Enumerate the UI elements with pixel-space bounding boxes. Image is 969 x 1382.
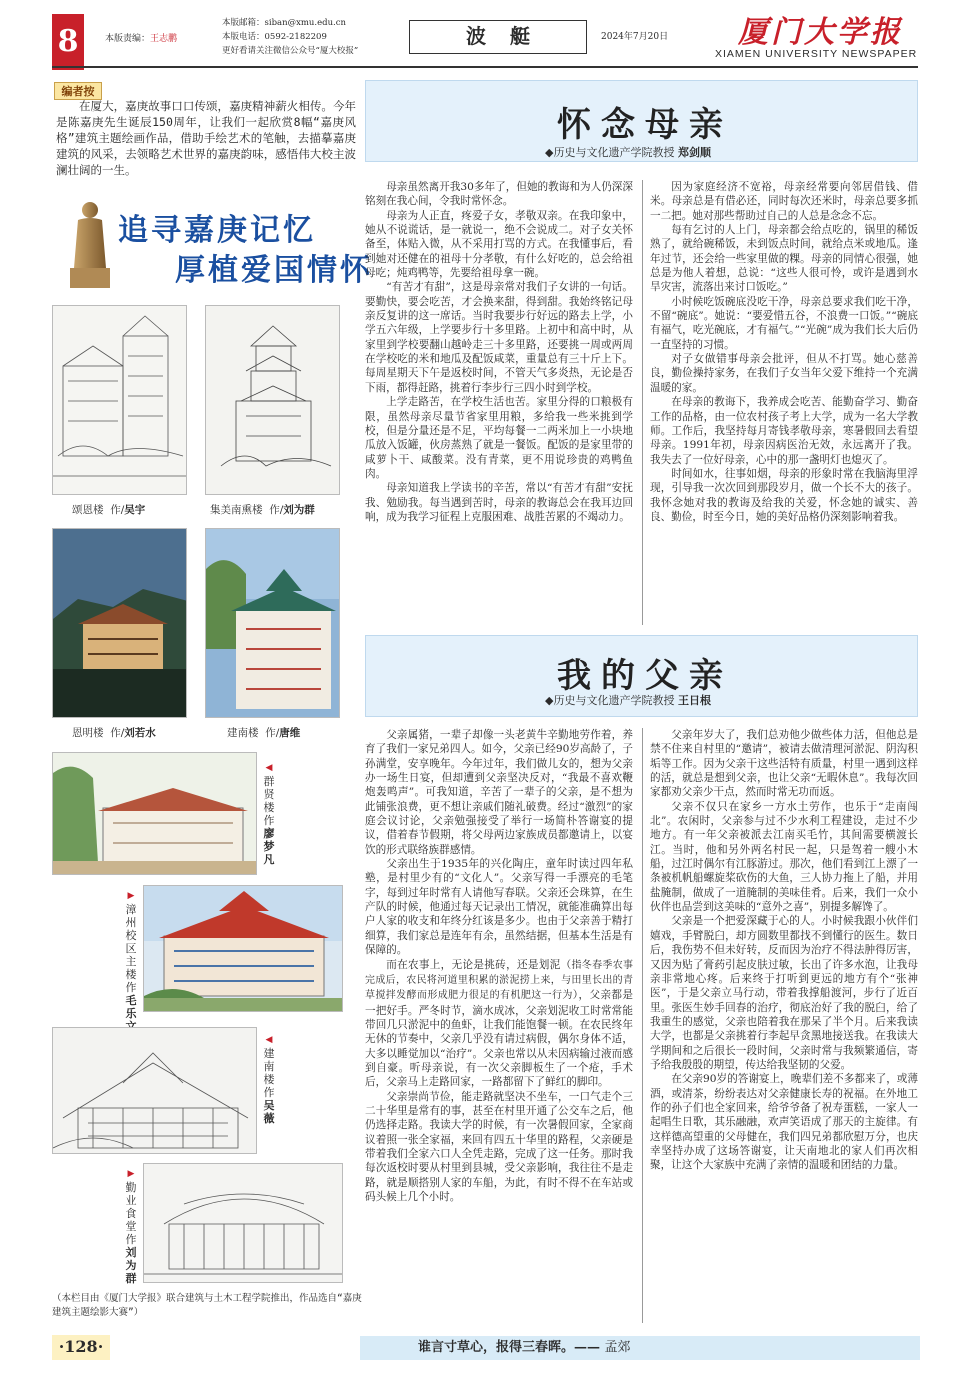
contact-block	[222, 16, 358, 58]
article2-byline	[545, 692, 711, 708]
feature-title-line2: 厚植爱国情怀	[175, 253, 373, 288]
paragraph: 母亲为人正直，疼爱子女，孝敬双亲。在我印象中，她从不说谎话，是一就说一，绝不会说成二。对子女关怀备至，体贴入微，从不采用打骂的方式。在我懂事后，看到她对还健在的祖母十分孝敬，有什么好吃的，总会给祖母吃；炖鸡鸭等，先要给祖母拿一碗。	[365, 209, 633, 280]
footer-page-number: ·128·	[52, 1335, 110, 1360]
quote-text: 谁言寸草心，报得三春晖。——	[418, 1340, 601, 1355]
article1-title: 怀念母亲	[557, 105, 733, 145]
painting-name: 建南楼	[227, 727, 259, 739]
editor-label: 本版责编：	[105, 34, 151, 44]
column-divider	[642, 180, 643, 625]
painting-caption-vertical	[262, 1032, 276, 1125]
paragraph: 因为家庭经济不宽裕，母亲经常要向邻居借钱、借米。母亲总是有借必还，同时每次还米时，母亲总要多抓一二把。她对那些帮助过自己的人总是念念不忘。	[650, 181, 918, 222]
painting-name: 恩明楼	[72, 727, 104, 739]
contact-wechat: 更好看请关注微信公众号“厦大校报”	[222, 46, 359, 56]
page-number: 8	[52, 14, 84, 70]
painting-caption: 恩明楼 作/刘若水	[72, 727, 156, 739]
paragraph: 父亲崇尚节俭，能走路就坚决不坐车，一口气走个三二十华里是常有的事，甚至在村里开通了公交车之后，他仍选择走路。我读大学的时候，有一次暑假回家，全家商议着照一张全家福，来回有四五十华里的路程，父亲硬是带着我们全家六口人全凭走路，完成了这一任务。那时我每次返校时要从村里到县城，受父亲影响，我往往不是走路，就是顺搭别人家的车船，为此，有时不得不在车站或码头候上几个小时。	[365, 1090, 633, 1203]
painting-name: 群贤楼	[263, 775, 275, 814]
painting-caption-vertical	[124, 1166, 138, 1285]
painting-name: 勤业食堂	[125, 1181, 137, 1233]
painting-caption: 颂恩楼 作/吴宇	[72, 504, 146, 516]
issue-date: 2024年7月20日	[601, 32, 669, 42]
painting-name: 漳州校区主楼	[125, 903, 137, 981]
contact-email: 本版邮箱：siban@xmu.edu.cn	[222, 18, 346, 28]
editor-note-text: 在厦大，嘉庚故事口口传颂，嘉庚精神薪火相传。今年是陈嘉庚先生诞辰150周年，让我们一起欣赏8幅“嘉庚风格”建筑主题绘画作品，借助手绘艺术的笔触，去描摹嘉庚建筑的风采，去领略艺术世界的嘉庚韵味，感悟伟大校主波澜壮阔的一生。	[56, 99, 356, 177]
painting-caption-vertical	[124, 888, 138, 1033]
editor-note-tag: 编者按	[54, 82, 102, 100]
paragraph: 在母亲的教诲下，我养成会吃苦、能勤奋学习、勤奋工作的品格，由一位农村孩子考上大学，成为一名大学教师。工作后，我坚持每月寄钱孝敬母亲，寒暑假回去看望母亲。1991年初，母亲因病医治无效，永远离开了我。我失去了一位好母亲，心中的那一盏明灯也熄灭了。	[650, 396, 918, 466]
painting-name: 颂恩楼	[72, 504, 104, 516]
painting-name: 建南楼	[263, 1047, 275, 1086]
paragraph: 母亲知道我上学读书的辛苦，常以“有苦才有甜”安抚我、勉励我。每当遇到苦时，母亲的教诲总会在我耳边回响，成为我学习征程上克服困难、战胜苦累的不竭动力。	[365, 482, 633, 523]
article1-column1	[365, 180, 633, 524]
paragraph: 父亲不仅只在家乡一方水土劳作，也乐于“走南闯北”。农闲时，父亲参与过不少水利工程建设，走过不少地方。有一年父亲被派去江南买毛竹，其间需要横渡长江。当时，他和另外两名村民一起，只是驾着一艘小木船，过江时偶尔有江豚游过。那次，他们看到江上漂了一条被机帆船螺旋桨砍伤的大鱼，三人协力拖上了船，并用盐腌制，做成了一道腌制的美味佳肴。后来，我们一众小伙伴也品尝到这美味的“意外之喜”，别提多解馋了。	[650, 800, 918, 914]
painting-author: 吴宇	[124, 504, 146, 516]
article2-title: 我的父亲	[557, 656, 733, 696]
quote-author: 孟郊	[604, 1340, 631, 1355]
caption-marker-icon: ▶	[127, 891, 135, 901]
painting-en-ming-lou	[52, 528, 187, 718]
author-label: 作	[263, 814, 275, 827]
painting-nan-xun-lou	[205, 305, 340, 495]
article2-column1	[365, 728, 633, 1204]
annotation-span: 指冬春季农事完成后，农民将河道里积累的淤泥捞上来，与田里长出的青草搅拌发酵而形成肥力很足的有机肥这一行为	[365, 959, 634, 1002]
editor-name: 王志鹏	[150, 34, 178, 44]
author-label: 作	[125, 981, 137, 994]
header-rule	[52, 66, 918, 68]
painting-song-en-lou	[52, 305, 187, 495]
paragraph: 父亲出生于1935年的兴化陶庄，童年时读过四年私塾，是村里少有的“文化人”。父亲写得一手漂亮的毛笔字，每到过年时常有人请他写春联。父亲还会珠算，在生产队的时候，他通过每天记录出工情况，就能准确算出每户人家的收支和年终分红该是多少。也由于父亲善于精打细算，我们家总是连年有余，虽然结据，但基本生活是有保障的。	[365, 858, 633, 957]
footer-quote	[360, 1336, 920, 1360]
paragraph: 在父亲90岁的答谢宴上，晚辈们差不多都来了，或薄酒，或清茶，纷纷表达对父亲健康长寿的祝福。在外地工作的孙子们也全家回来，给爷爷备了祝寿蛋糕，一家人一起唱生日歌，其乐融融，欢声笑语成了那天的主旋律。有这样德高望重的父母健在，我们四兄弟都欣慰万分，也庆幸坚持办成了这场答谢宴，让天南地北的家人们再次相聚，让这个大家族中充满了亲情的温暖和团结的力量。	[650, 1073, 918, 1172]
text-span: ），父亲都是一把好手。严冬时节，滴水成冰，父亲划泥收工时常常能带回几只淤泥中的鱼虾，让我们能饱餐一顿。在农民终年无休的节奏中，父亲几乎没有请过病假，偶尔身体不适，大多以睡觉加以“治疗”。父亲也常以从未因病输过液而感到自豪。听母亲说，有一次父亲脚板生了一个疮，手术后，父亲马上走路回家，一路都留下了鲜红的脚印。	[365, 989, 634, 1089]
painting-qin-ye-canteen	[143, 1163, 343, 1283]
painting-author: 刘若水	[124, 727, 156, 739]
paragraph: 母亲虽然离开我30多年了，但她的教诲和为人仍深深铭刻在我心间，令我时常怀念。	[365, 181, 633, 208]
article1-byline	[545, 144, 711, 160]
byline-prefix: ◆历史与文化遗产学院教授	[545, 694, 675, 707]
painting-name: 集美南熏楼	[210, 504, 263, 516]
article2-column2	[650, 728, 918, 1173]
byline-prefix: ◆历史与文化遗产学院教授	[545, 146, 675, 159]
caption-marker-icon: ◀	[265, 763, 273, 773]
newspaper-logo: 厦门大学报	[738, 15, 903, 50]
painting-author: 毛乐	[125, 994, 137, 1020]
author-label: 作	[125, 1233, 137, 1246]
author-label: 作	[263, 1086, 275, 1099]
painting-jian-nan-lou	[205, 528, 340, 718]
painting-caption: 建南楼 作/唐维	[227, 727, 301, 739]
caption-marker-icon: ▶	[127, 1169, 135, 1179]
painting-caption: 集美南熏楼 作/刘为群	[210, 504, 315, 516]
caption-marker-icon: ◀	[265, 1035, 273, 1045]
painting-zhangzhou-main	[143, 885, 343, 1012]
text-span: 而在农事上，无论是挑砖，还是划泥（	[386, 958, 572, 971]
painting-author: 刘为群	[125, 1246, 137, 1285]
byline-author: 郑剑顺	[677, 146, 711, 159]
painting-author: 刘为群	[283, 504, 315, 516]
newspaper-name-en: XIAMEN UNIVERSITY NEWSPAPER	[715, 48, 918, 60]
article1-column2	[650, 180, 918, 524]
paragraph: 父亲是一个把爱深藏于心的人。小时候我跟小伙伴们嬉戏，手臂脱臼，却方圆数里都找不到懂行的医生。数日后，我伤势不但未好转，反而因为治疗不得法肿得厉害，又因为贴了膏药引起皮肤过敏，长出了许多水泡，让我母亲非常地心疼。后来终于打听到更远的地方有个“张神医”，于是父亲立马行动，带着我撑船渡河，步行了近百里。张医生妙手回春的治疗，彻底治好了我的脱臼，给了我重生的感觉，父亲也陪着我在那呆了半个月。后来我读大学，也都是父亲挑着行李起早贪黑地接送我。在我读大学期间和之后很长一段时间，父亲时常与我频繁通信，寄予给我殷殷的期望，传达给我坚韧的父爱。	[650, 915, 918, 1071]
author-label: 作	[110, 504, 121, 516]
painting-caption-vertical	[262, 760, 276, 866]
column-name: 波艇	[409, 20, 587, 54]
painting-author: 廖梦凡	[263, 827, 275, 866]
painting-jian-nan-lou-2	[52, 1027, 257, 1154]
painting-author: 吴薇	[263, 1099, 275, 1125]
column-divider	[642, 728, 643, 1323]
paragraph: 小时候吃饭碗底没吃干净，母亲总要求我们吃干净，不留“碗底”。她说：“要爱惜五谷，不浪费一口饭。”“碗底有福气，吃光碗底，才有福气。”“光碗”成为我们长大后仍一直坚持的习惯。	[650, 295, 918, 351]
painting-qun-xian-lou	[52, 752, 257, 875]
feature-title-line1: 追寻嘉庚记忆	[118, 213, 316, 248]
byline-author: 王日根	[677, 694, 711, 707]
statue-icon	[62, 198, 114, 290]
page-editor	[105, 31, 177, 44]
author-label: 作	[269, 504, 280, 516]
paragraph: 每有乞讨的人上门，母亲都会给点吃的，锅里的稀饭熟了，就给碗稀饭，未到饭点时间，就给点米或地瓜。逢年过节，还会给一些家里做的粿。母亲的同情心很强，她总是为他人着想，总说：“这些人很可怜，或许是遇到水旱灾害，流落出来讨口饭吃。”	[650, 224, 918, 294]
author-label: 作	[110, 727, 121, 739]
paragraph: 父亲属猪，一辈子却像一头老黄牛辛勤地劳作着，养育了我们一家兄弟四人。如今，父亲已经90岁高龄了，子孙满堂，安享晚年。今年过年，我们做儿女的，想为父亲办一场生日宴，但却遭到父亲坚决反对，“我最不喜欢鞭炮轰鸣声”。可我知道，辛苦了一辈子的父亲，是不想为此铺张浪费，更不想让亲戚们随礼破费。经过“激烈”的家庭会议讨论，父亲勉强接受了举行一场简朴答谢宴的提议，借着春节假期，将父母两边家族成员都邀请上，以宴饮的形式联络族群感情。	[365, 729, 633, 856]
paragraph	[365, 958, 633, 1090]
contact-phone: 本版电话：0592-2182209	[222, 32, 327, 42]
painting-note: （本栏目由《厦门大学报》联合建筑与土木工程学院推出，作品选自“嘉庚建筑主题绘影大赛”）	[52, 1293, 362, 1318]
author-label: 作	[265, 727, 276, 739]
paragraph: 对子女做错事母亲会批评，但从不打骂。她心慈善良，勤俭操持家务，在我们子女当年父爱下维持一个充满温暖的家。	[650, 353, 918, 394]
paragraph: “有苦才有甜”，这是母亲常对我们子女讲的一句话。要勤快，要会吃苦，才会换来甜，得到甜。我始终铭记母亲反复讲的这一席话。当时我要步行好远的路去上学，小学五六年级，上学要步行十多里路。上初中和高中时，从家里到学校要翻山越岭走三十多里路，还要挑一周或两周在学校吃的米和地瓜及配饭咸菜，重量总有三十斤上下。每周星期天下午是返校时间，不管天气多炎热，无论是否下雨，都得赶路，挑着行李步行三四小时到学校。	[365, 281, 633, 394]
paragraph: 父亲年岁大了，我们总劝他少做些体力活，但他总是禁不住来自村里的“邀请”，被请去做清理河淤泥、阴沟积垢等工作。因为父亲干这些活特有质量，村里一遇到这样的活，就总是想到父亲，也让父亲“无暇休息”。我每次回家都劝父亲少干点，然而时常无功而返。	[650, 729, 918, 799]
painting-author: 唐维	[279, 727, 301, 739]
paragraph: 上学走路苦，在学校生活也苦。家里分得的口粮极有限，虽然母亲尽量节省家里用粮，多给我一些米挑到学校，但是分量还是不足，平均每餐一二两米加上一小块地瓜放入饭罐，伙房蒸熟了就是一餐饭。配饭的是家里带的咸萝卜干、咸酸菜。没有青菜，更不用说珍贵的鸡鸭鱼肉。	[365, 396, 633, 480]
paragraph: 时间如水，往事如烟，母亲的形象时常在我脑海里浮现，引导我一次次回到那段岁月，做一个长不大的孩子。我怀念她对我的教诲及给我的关爱，怀念她的诚实、善良、勤俭，时至今日，她的美好品格仍深刻影响着我。	[650, 467, 918, 523]
